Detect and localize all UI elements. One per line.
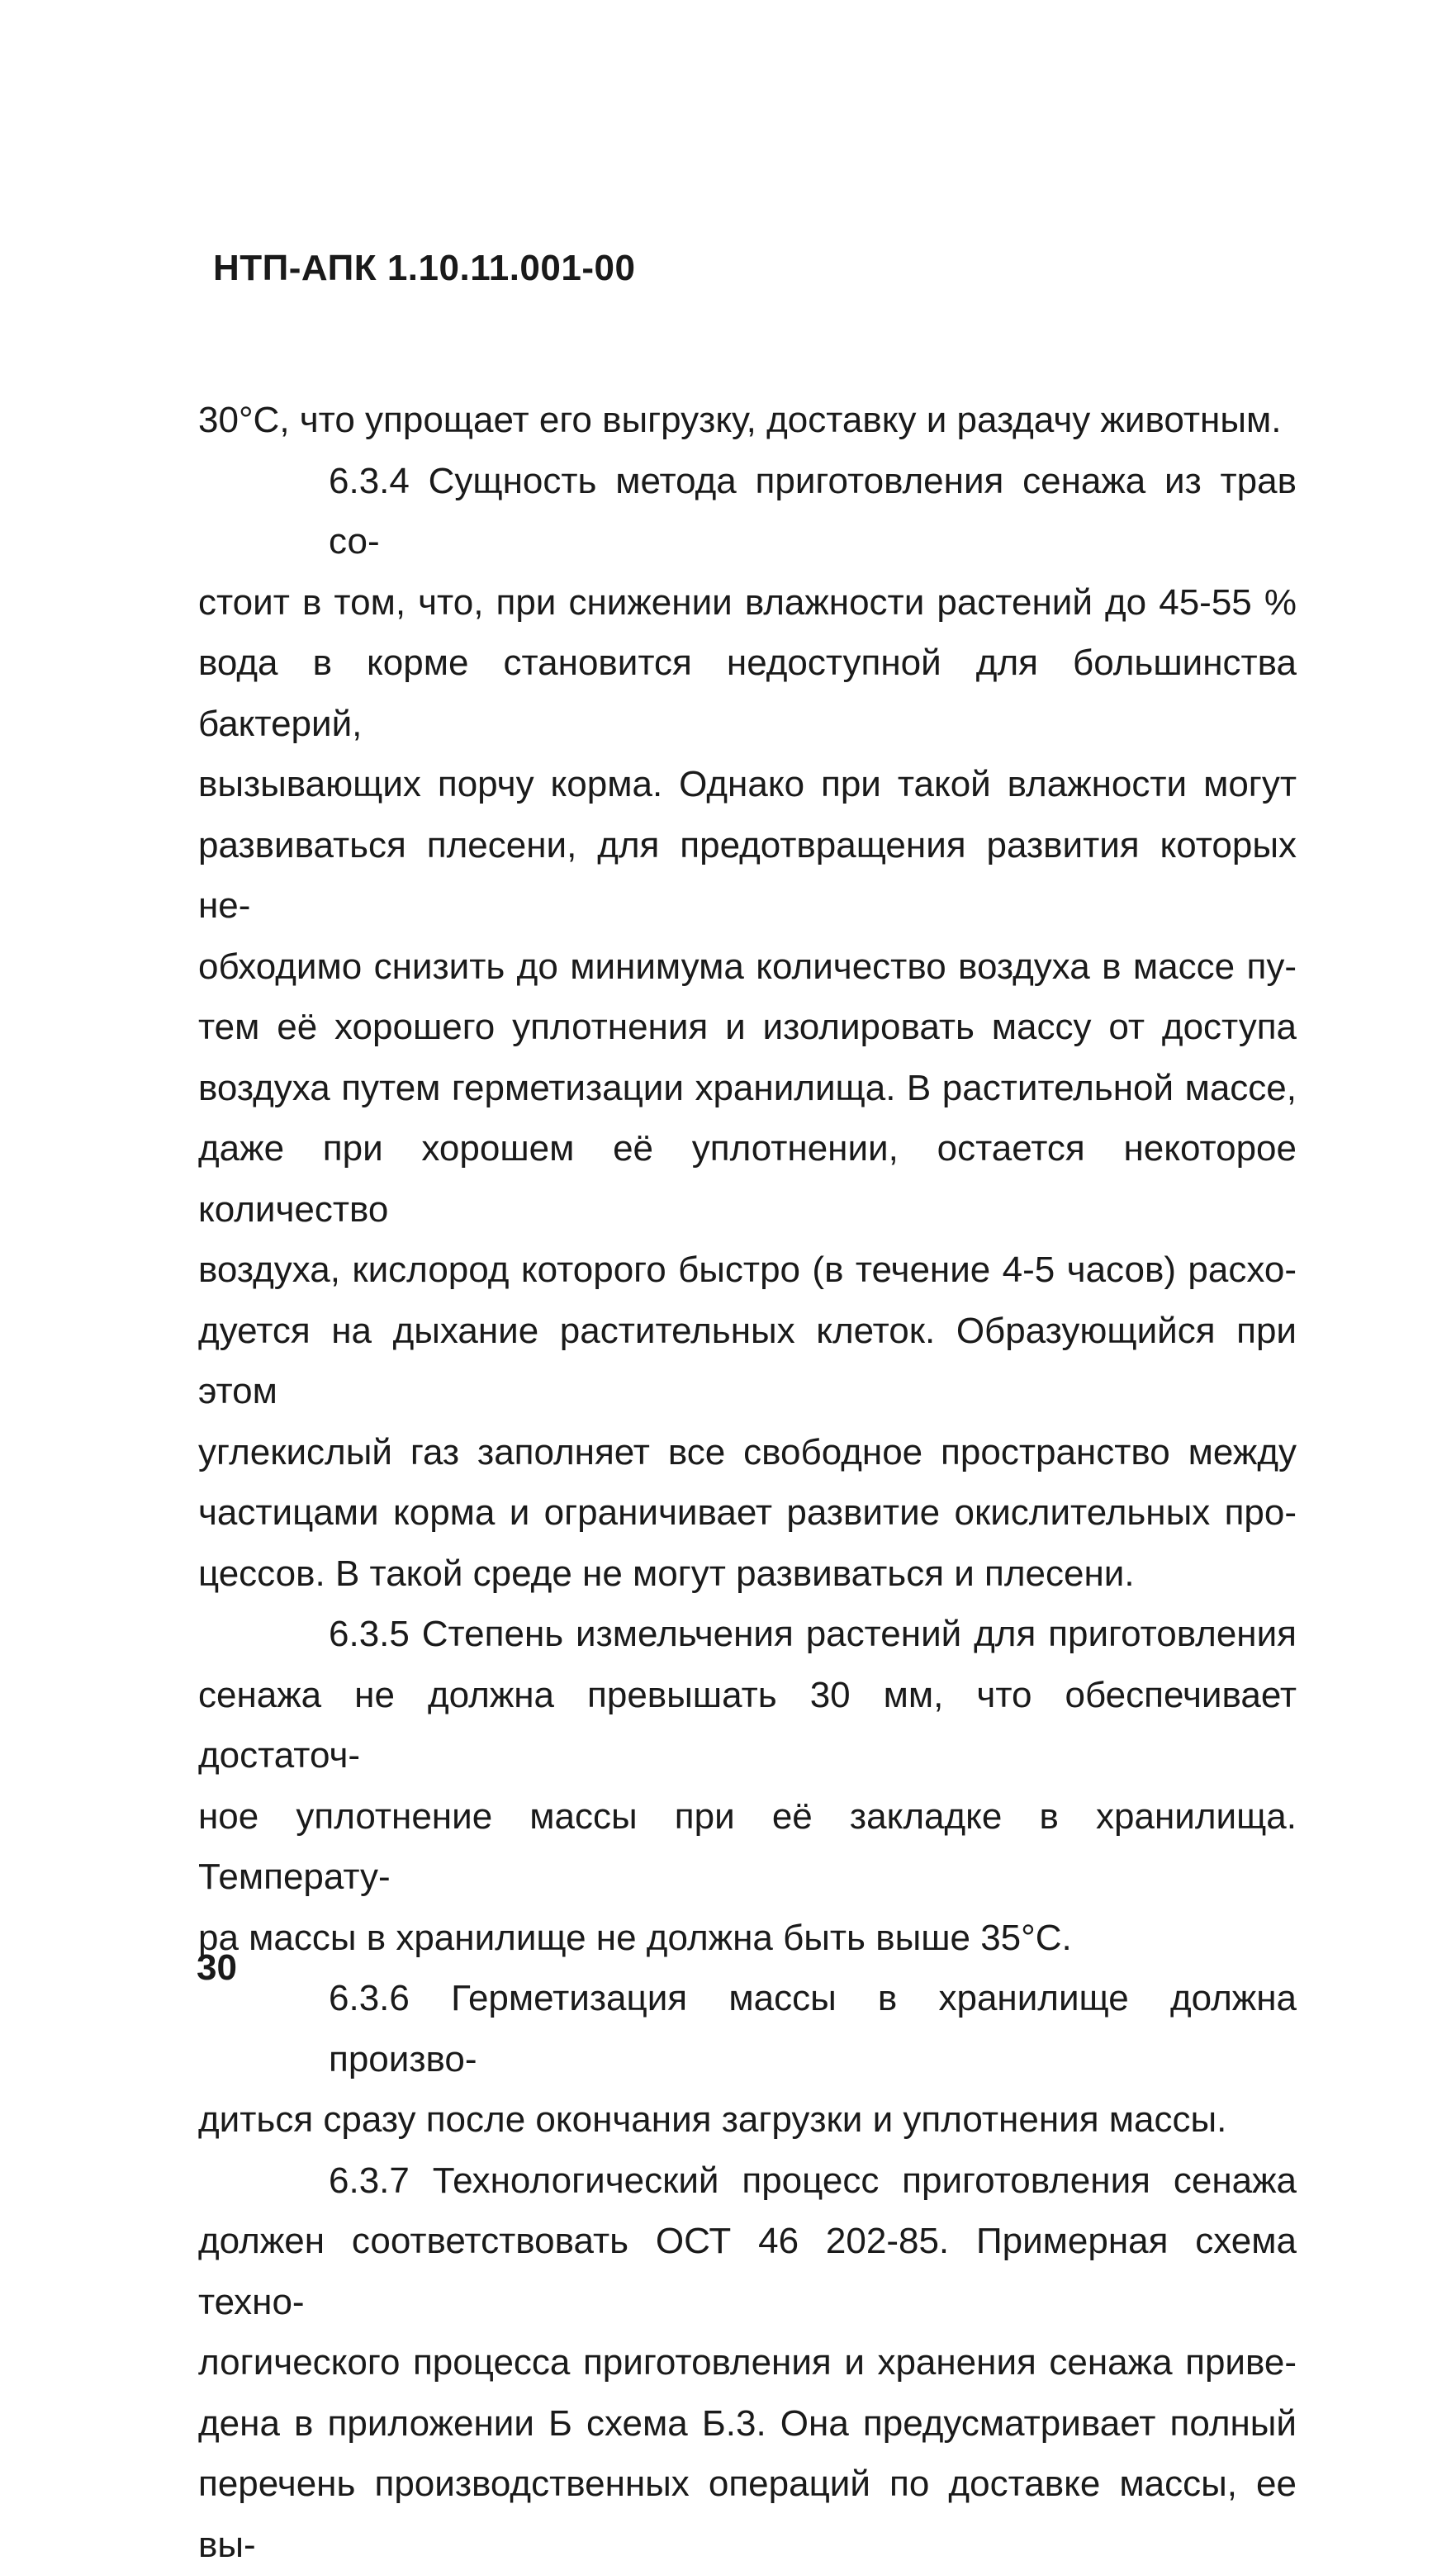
text-line: логического процесса приготовления и хранения сенажа приве- xyxy=(198,2342,1297,2383)
text-line: тем её хорошего уплотнения и изолировать массу от доступа xyxy=(198,1007,1297,1047)
text-line: частицами корма и ограничивает развитие окислительных про- xyxy=(198,1492,1297,1533)
text-line: ное уплотнение массы при её закладке в хранилища. Температу- xyxy=(198,1795,1297,1897)
text-line: воздуха, кислород которого быстро (в течение 4-5 часов) расхо- xyxy=(198,1250,1297,1290)
text-line: 30°С, что упрощает его выгрузку, доставку и раздачу животным. xyxy=(198,400,1282,440)
text-line: цессов. В такой среде не могут развиваться и плесени. xyxy=(198,1553,1135,1594)
text-line: перечень производственных операций по доставке массы, ее вы- xyxy=(198,2464,1297,2565)
paragraph-6-3-5-start: 6.3.5 Степень измельчения растений для приготовления xyxy=(329,1614,1297,1654)
text-line: обходимо снизить до минимума количество воздуха в массе пу- xyxy=(198,946,1297,987)
paragraph-6-3-6-start: 6.3.6 Герметизация массы в хранилище должна произво- xyxy=(329,1978,1297,2079)
paragraph-6-3-4-start: 6.3.4 Сущность метода приготовления сенажа из трав со- xyxy=(329,460,1297,562)
text-line: сенажа не должна превышать 30 мм, что обеспечивает достаточ- xyxy=(198,1674,1297,1776)
page-number: 30 xyxy=(197,1947,237,1988)
text-line: углекислый газ заполняет все свободное пространство между xyxy=(198,1431,1297,1472)
document-body-text xyxy=(198,390,1297,2575)
document-code-header: НТП-АПК 1.10.11.001-00 xyxy=(213,248,636,288)
text-line: дена в приложении Б схема Б.3. Она предусматривает полный xyxy=(198,2402,1297,2444)
text-line: вода в корме становится недоступной для большинства бактерий, xyxy=(198,643,1297,744)
text-line: должен соответствовать ОСТ 46 202-85. Примерная схема техно- xyxy=(198,2221,1297,2322)
paragraph-6-3-7-start: 6.3.7 Технологический процесс приготовления сенажа xyxy=(329,2160,1297,2201)
text-line: вызывающих порчу корма. Однако при такой влажности могут xyxy=(198,764,1297,804)
text-line: даже при хорошем её уплотнении, остается некоторое количество xyxy=(198,1128,1297,1230)
text-line: воздуха путем герметизации хранилища. В растительной массе, xyxy=(198,1067,1297,1108)
text-line: развиваться плесени, для предотвращения развития которых не- xyxy=(198,824,1297,926)
text-line: стоит в том, что, при снижении влажности растений до 45-55 % xyxy=(198,581,1297,623)
text-line: диться сразу после окончания загрузки и уплотнения массы. xyxy=(198,2099,1227,2140)
text-line: дуется на дыхание растительных клеток. Образующийся при этом xyxy=(198,1310,1297,1411)
text-line: ра массы в хранилище не должна быть выше 35°С. xyxy=(198,1917,1072,1958)
